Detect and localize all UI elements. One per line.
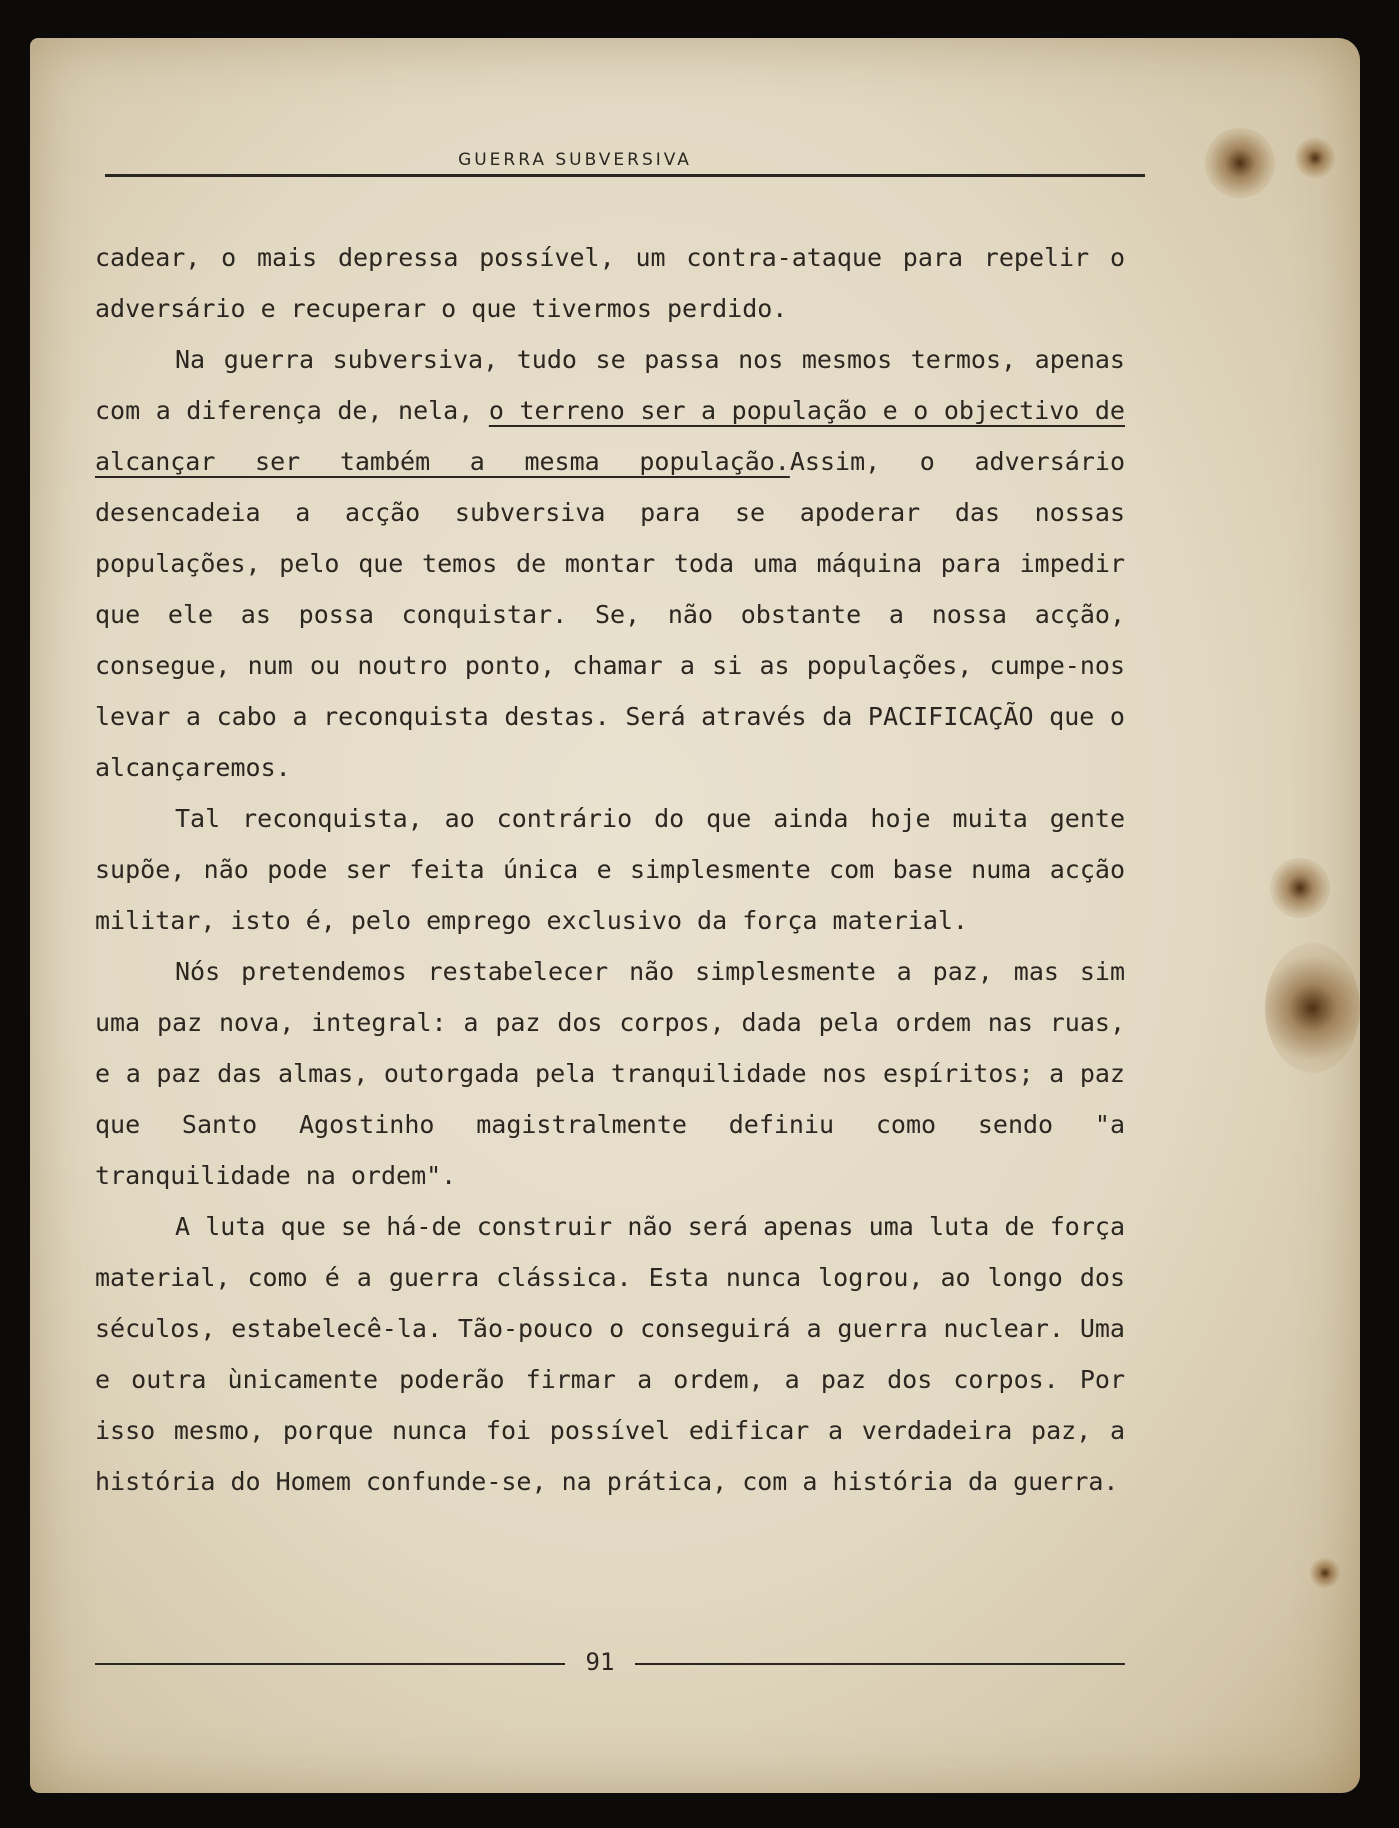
stain-mark	[1205, 128, 1275, 198]
page-number: 91	[585, 1648, 615, 1676]
paragraph: cadear, o mais depressa possível, um contra-ataque para repelir o adversário e recuperar o que tivermos perdido.	[95, 243, 1125, 323]
paragraph: Nós pretendemos restabelecer não simplesmente a paz, mas sim uma paz nova, integral: a paz dos corpos, dada pela ordem nas ruas, e a paz das almas, outorgada pela tranquilidade nos espíritos; a paz que Santo Agostinho magistralmente definiu como sendo "a tranquilidade na ordem".	[95, 957, 1125, 1190]
body-text	[95, 232, 1125, 1507]
paragraph: Tal reconquista, ao contrário do que ainda hoje muita gente supõe, não pode ser feita única e simplesmente com base numa acção militar, isto é, pelo emprego exclusivo da força material.	[95, 804, 1125, 935]
running-header	[105, 150, 1145, 177]
underlined-phrase: o terreno ser a população e o objectivo de alcançar ser também a mesma população.	[95, 396, 1125, 476]
stain-mark	[1295, 138, 1335, 178]
paragraph	[95, 334, 1125, 793]
footer-rule	[95, 1663, 565, 1665]
footer-rule	[635, 1663, 1125, 1665]
stain-mark	[1270, 858, 1330, 918]
paragraph: A luta que se há-de construir não será apenas uma luta de força material, como é a guerra clássica. Esta nunca logrou, ao longo dos séculos, estabelecê-la. Tão-pouco o conseguirá a guerra nuclear. Uma e outra ùnicamente poderão firmar a ordem, a paz dos corpos. Por isso mesmo, porque nunca foi possível edificar a verdadeira paz, a história do Homem confunde-se, na prática, com a história da guerra.	[95, 1212, 1125, 1496]
header-rule	[105, 174, 1145, 177]
stain-mark	[1310, 1558, 1340, 1588]
stain-mark	[1265, 943, 1360, 1073]
running-title: GUERRA SUBVERSIVA	[458, 150, 692, 170]
page-footer	[95, 1648, 1145, 1678]
paragraph-text: Na guerra subversiva, tudo se passa nos mesmos termos, apenas com a diferença de, nela,	[95, 345, 1125, 425]
paragraph-text: Assim, o adversário desencadeia a acção subversiva para se apoderar das nossas populações, pelo que temos de montar toda uma máquina para impedir que ele as possa conquistar. Se, não obstante a nossa acção, consegue, num ou noutro ponto, chamar a si as populações, cumpe-nos levar a cabo a reconquista destas. Será através da PACIFICAÇÃO que o alcançaremos.	[95, 447, 1125, 782]
